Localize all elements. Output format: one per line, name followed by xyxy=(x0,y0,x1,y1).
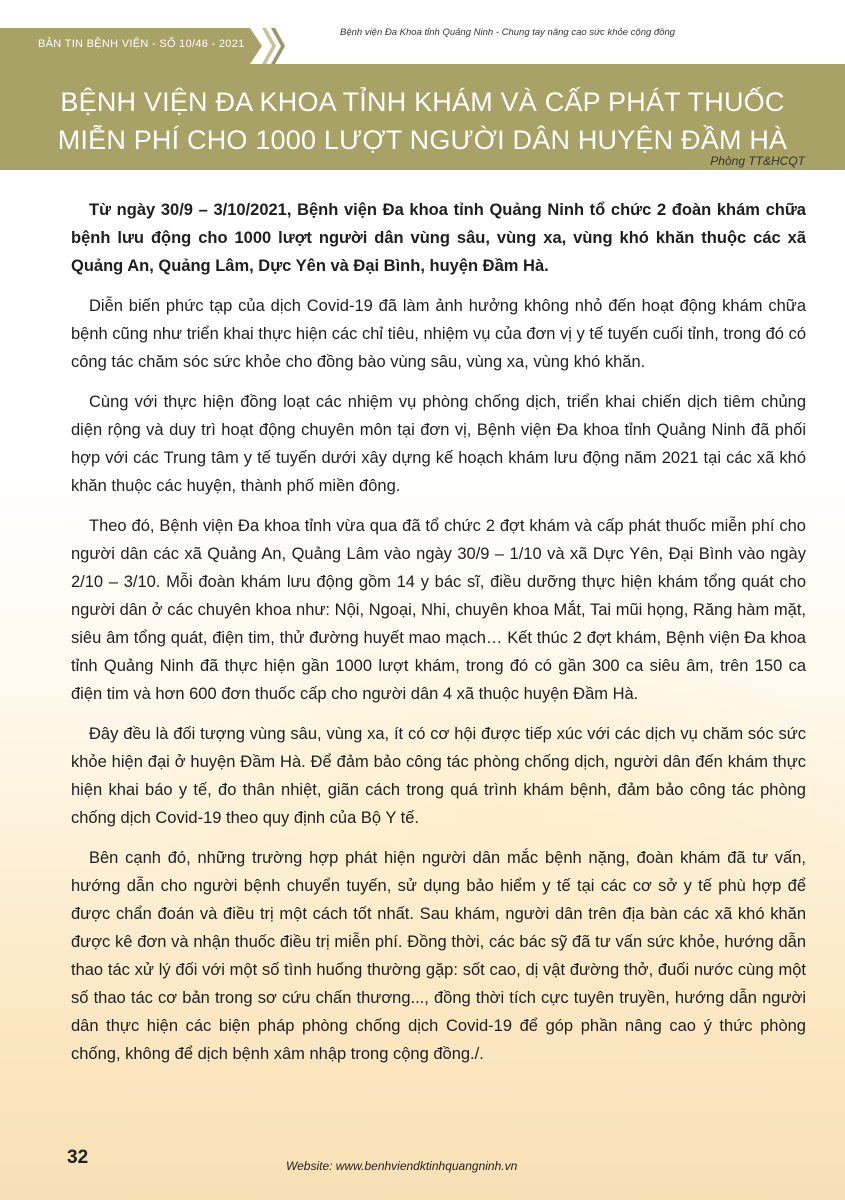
page-number: 32 xyxy=(67,1147,89,1168)
article-title xyxy=(0,83,845,159)
body-paragraph: Theo đó, Bệnh viện Đa khoa tỉnh vừa qua đã tổ chức 2 đợt khám và cấp phát thuốc miễn phí cho người dân các xã Quảng An, Quảng Lâm vào ngày 30/9 – 1/10 và xã Dực Yên, Đại Bình vào ngày 2/10 – 3/10. Mỗi đoàn khám lưu động gồm 14 y bác sĩ, điều dưỡng thực hiện khám tổng quát cho người dân ở các chuyên khoa như: Nội, Ngoại, Nhi, chuyên khoa Mắt, Tai mũi họng, Răng hàm mặt, siêu âm tổng quát, điện tim, thử đường huyết mao mạch… Kết thúc 2 đợt khám, Bệnh viện Đa khoa tỉnh Quảng Ninh đã thực hiện gần 1000 lượt khám, trong đó có gần 300 ca siêu âm, trên 150 ca điện tim và hơn 600 đơn thuốc cấp cho người dân 4 xã thuộc huyện Đầm Hà. xyxy=(71,517,806,703)
lead-paragraph: Từ ngày 30/9 – 3/10/2021, Bệnh viện Đa khoa tỉnh Quảng Ninh tổ chức 2 đoàn khám chữa bệnh lưu động cho 1000 lượt người dân vùng sâu, vùng xa, vùng khó khăn thuộc các xã Quảng An, Quảng Lâm, Dực Yên và Đại Bình, huyện Đầm Hà. xyxy=(71,201,806,275)
chevron-right-icon xyxy=(262,28,276,64)
article-body xyxy=(71,196,806,1080)
header-tagline: Bệnh viện Đa Khoa tỉnh Quảng Ninh - Chung tay nâng cao sức khỏe cộng đồng xyxy=(340,27,676,38)
article-title-line-2: MIỄN PHÍ CHO 1000 LƯỢT NGƯỜI DÂN HUYỆN ĐẦM HÀ xyxy=(57,125,788,155)
footer-website: Website: www.benhviendktinhquangninh.vn xyxy=(286,1159,518,1173)
body-paragraph: Diễn biến phức tạp của dịch Covid-19 đã làm ảnh hưởng không nhỏ đến hoạt động khám chữa bệnh cũng như triển khai thực hiện các chỉ tiêu, nhiệm vụ của đơn vị y tế tuyến cuối tỉnh, trong đó có công tác chăm sóc sức khỏe cho đồng bào vùng sâu, vùng xa, vùng khó khăn. xyxy=(71,297,806,371)
article-title-line-1: BỆNH VIỆN ĐA KHOA TỈNH KHÁM VÀ CẤP PHÁT THUỐC xyxy=(60,87,785,117)
header-bar xyxy=(0,0,845,64)
body-paragraph: Đây đều là đối tượng vùng sâu, vùng xa, ít có cơ hội được tiếp xúc với các dịch vụ chăm sóc sức khỏe hiện đại ở huyện Đầm Hà. Để đảm bảo công tác phòng chống dịch, người dân đến khám thực hiện khai báo y tế, đo thân nhiệt, giãn cách trong quá trình khám bệnh, đảm bảo công tác phòng chống dịch Covid-19 theo quy định của Bộ Y tế. xyxy=(71,725,806,827)
article-byline: Phòng TT&HCQT xyxy=(710,154,805,168)
body-paragraph: Cùng với thực hiện đồng loạt các nhiệm vụ phòng chống dịch, triển khai chiến dịch tiêm chủng diện rộng và duy trì hoạt động chuyên môn tại đơn vị, Bệnh viện Đa khoa tỉnh Quảng Ninh đã phối hợp với các Trung tâm y tế tuyến dưới xây dựng kế hoạch khám lưu động năm 2021 tại các xã khó khăn thuộc các huyện, thành phố miền đông. xyxy=(71,393,806,495)
body-paragraph: Bên cạnh đó, những trường hợp phát hiện người dân mắc bệnh nặng, đoàn khám đã tư vấn, hướng dẫn cho người bệnh chuyển tuyến, sử dụng bảo hiểm y tế tại các cơ sở y tế phù hợp để được chẩn đoán và điều trị một cách tốt nhất. Sau khám, người dân trên địa bàn các xã khó khăn được kê đơn và nhận thuốc điều trị miễn phí. Đồng thời, các bác sỹ đã tư vấn sức khỏe, hướng dẫn thao tác xử lý đối với một số tình huống thường gặp: sốt cao, dị vật đường thở, đuối nước cùng một số thao tác cơ bản trong sơ cứu chấn thương..., đồng thời tích cực tuyên truyền, hướng dẫn người dân thực hiện các biện pháp phòng chống dịch Covid-19 để góp phần nâng cao ý thức phòng chống, không để dịch bệnh xâm nhập trong cộng đồng./. xyxy=(71,849,806,1063)
issue-label: BẢN TIN BỆNH VIỆN - SỐ 10/46 - 2021 xyxy=(38,38,245,50)
